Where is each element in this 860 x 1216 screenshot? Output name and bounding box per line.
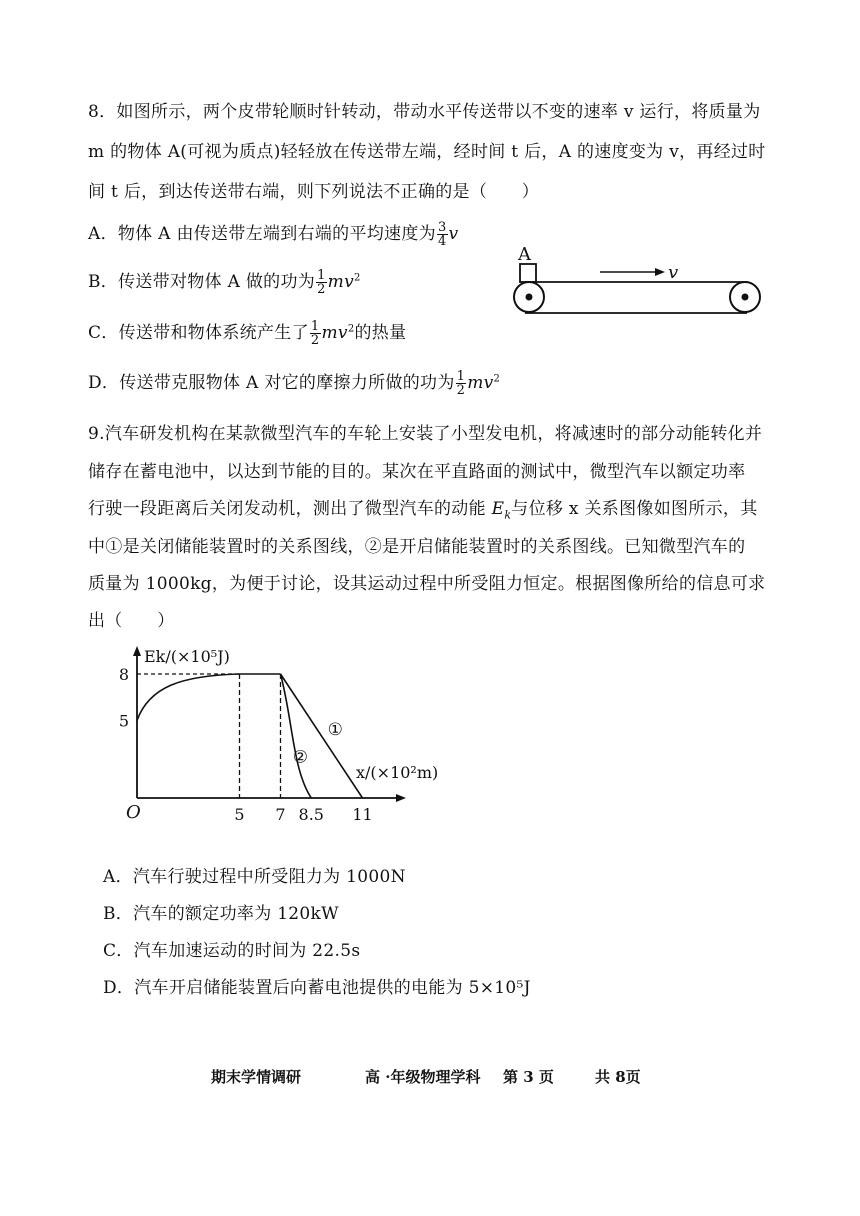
series-1-label: ① [327, 720, 343, 741]
y-axis-label: Ek/(×10⁵J) [144, 647, 230, 666]
q9-line5: 质量为 1000kg，为便于讨论，设其运动过程中所受阻力恒定。根据图像所给的信息可求 [88, 574, 766, 594]
series-2-line [281, 674, 312, 798]
fraction: $\frac{1}{2}$ [317, 268, 326, 297]
q8-option-c-text: C．传送带和物体系统产生了 [88, 323, 309, 343]
q8-option-b-text: B．传送带对物体 A 做的功为 [88, 272, 316, 292]
q9-option-d: D．汽车开启储能装置后向蓄电池提供的电能为 5×10⁵J [103, 978, 531, 998]
q8-line1: 8．如图所示，两个皮带轮顺时针转动，带动水平传送带以不变的速率 v 运行，将质量为 [88, 102, 761, 122]
q8-option-a: A．物体 A 由传送带左端到右端的平均速度为 $\frac{3}{4}$ v [88, 220, 459, 249]
q8-option-c: C．传送带和物体系统产生了 $\frac{1}{2}$ $mv^2$的热量 [88, 319, 407, 348]
q8-option-a-text: A．物体 A 由传送带左端到右端的平均速度为 [88, 224, 436, 244]
q9-line6: 出（ ） [88, 611, 175, 631]
y-axis-arrowhead [133, 646, 141, 656]
footer-page-number: 第 3 页 [503, 1068, 554, 1086]
ek-x-chart [110, 640, 439, 830]
fraction: $\frac{3}{4}$ [437, 220, 447, 249]
velocity-arrowhead [655, 268, 665, 276]
q9-line2: 储存在蓄电池中，以达到节能的目的。某次在平直路面的测试中，微型汽车以额定功率 [88, 462, 746, 482]
q9-option-a: A．汽车行驶过程中所受阻力为 1000N [103, 867, 406, 887]
x-tick-label: 7 [275, 805, 286, 824]
conveyor-belt-figure [505, 240, 770, 320]
y-tick-label: 8 [118, 665, 129, 684]
velocity-label: v [668, 262, 679, 283]
x-axis-label: x/(×10²m) [356, 763, 439, 782]
q8-option-b: B．传送带对物体 A 做的功为 $\frac{1}{2}$ $mv^2$ [88, 268, 361, 297]
series-2-label: ② [292, 747, 309, 768]
y-tick-label: 5 [118, 711, 129, 731]
fraction: $\frac{1}{2}$ [310, 319, 320, 348]
x-tick-label: 5 [234, 805, 245, 824]
q9-option-c: C．汽车加速运动的时间为 22.5s [103, 941, 361, 961]
x-tick-label: 8.5 [298, 805, 324, 824]
q8-option-d: D．传送带克服物体 A 对它的摩擦力所做的功为 $\frac{1}{2}$ $mv^2$ [88, 369, 501, 398]
block-a [520, 264, 536, 282]
x-axis-arrowhead [396, 794, 406, 802]
q8-line3: 间 t 后，到达传送带右端，则下列说法不正确的是（ ） [88, 182, 540, 202]
q9-line4: 中①是关闭储能装置时的关系图线，②是开启储能装置时的关系图线。已知微型汽车的 [88, 537, 746, 557]
footer-total-pages: 共 8页 [595, 1068, 641, 1086]
q9-line1: 9.汽车研发机构在某款微型汽车的车轮上安装了小型发电机，将减速时的部分动能转化并 [88, 424, 763, 444]
q8-option-d-text: D．传送带克服物体 A 对它的摩擦力所做的功为 [88, 373, 455, 393]
origin-label: O [126, 802, 141, 823]
q9-option-b: B．汽车的额定功率为 120kW [103, 904, 339, 924]
footer-exam-name: 期末学情调研 [211, 1068, 302, 1086]
fraction: $\frac{1}{2}$ [456, 369, 466, 398]
block-a-label: A [518, 244, 531, 265]
q8-line2: m 的物体 A(可视为质点)轻轻放在传送带左端，经时间 t 后，A 的速度变为 v，再经过时 [88, 142, 766, 162]
right-pulley-axle [742, 294, 749, 301]
footer-subject: 高 ·年级物理学科 [365, 1068, 481, 1086]
q9-line3: 行驶一段距离后关闭发动机，测出了微型汽车的动能 $E_k$与位移 x 关系图像如图所示，其 [88, 499, 758, 522]
x-tick-label: 11 [352, 805, 373, 824]
left-pulley-axle [526, 294, 533, 301]
rising-curve [137, 674, 240, 721]
